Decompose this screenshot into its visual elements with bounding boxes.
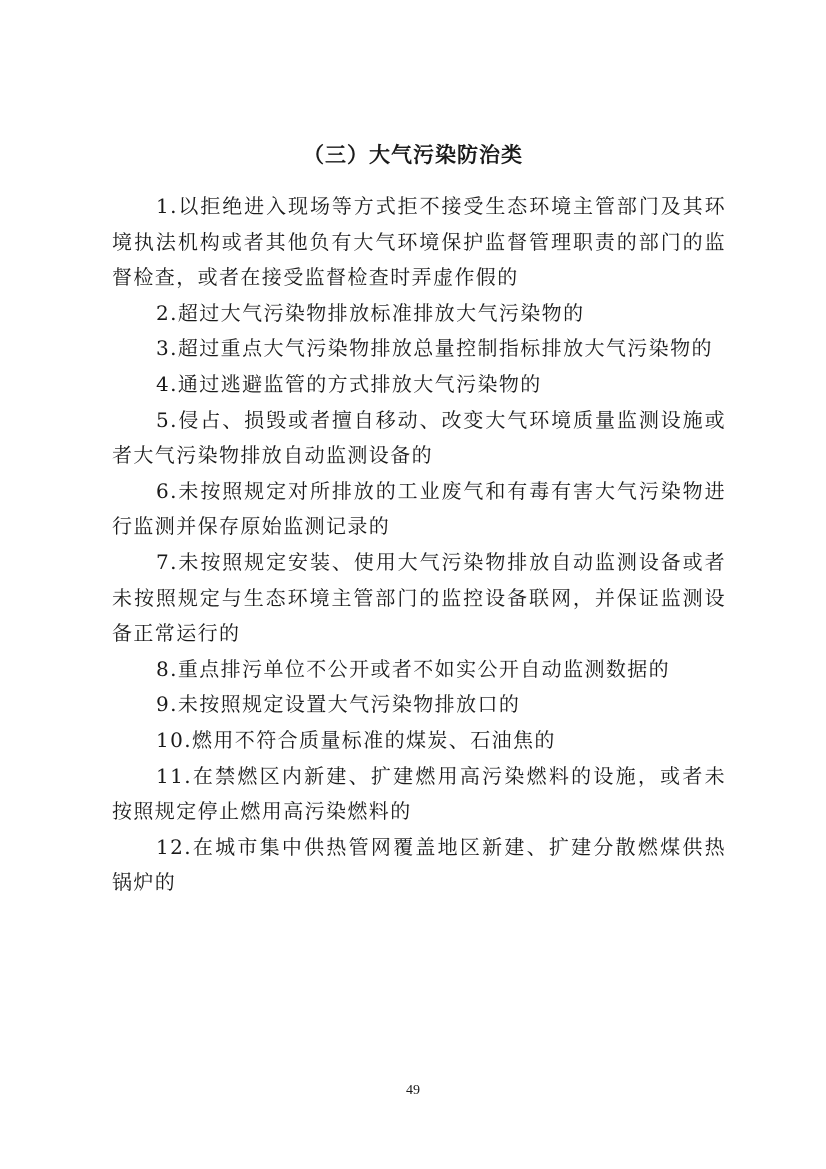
list-item-11: 11.在禁燃区内新建、扩建燃用高污染燃料的设施，或者未按照规定停止燃用高污染燃料的 [112,763,726,824]
list-item-2: 2.超过大气污染物排放标准排放大气污染物的 [156,300,585,325]
list-item-10: 10.燃用不符合质量标准的煤炭、石油焦的 [156,727,556,752]
list-item-7: 7.未按照规定安装、使用大气污染物排放自动监测设备或者未按照规定与生态环境主管部门的监控设备联网，并保证监测设备正常运行的 [112,549,726,646]
list-item-4: 4.通过逃避监管的方式排放大气污染物的 [156,371,542,396]
list-item-8: 8.重点排污单位不公开或者不如实公开自动监测数据的 [156,656,671,681]
list-item-5: 5.侵占、损毁或者擅自移动、改变大气环境质量监测设施或者大气污染物排放自动监测设备的 [112,407,726,468]
page-number: 49 [406,1083,420,1098]
list-item-1: 1.以拒绝进入现场等方式拒不接受生态环境主管部门及其环境执法机构或者其他负有大气环境保护监督管理职责的部门的监督检查，或者在接受监督检查时弄虚作假的 [112,194,726,290]
section-title: （三）大气污染防治类 [303,143,523,167]
list-item-6: 6.未按照规定对所排放的工业废气和有毒有害大气污染物进行监测并保存原始监测记录的 [112,478,726,539]
item-list [112,189,726,901]
list-item-3: 3.超过重点大气污染物排放总量控制指标排放大气污染物的 [156,336,713,361]
list-item-12: 12.在城市集中供热管网覆盖地区新建、扩建分散燃煤供热锅炉的 [112,834,726,895]
list-item-9: 9.未按照规定设置大气污染物排放口的 [156,692,521,717]
